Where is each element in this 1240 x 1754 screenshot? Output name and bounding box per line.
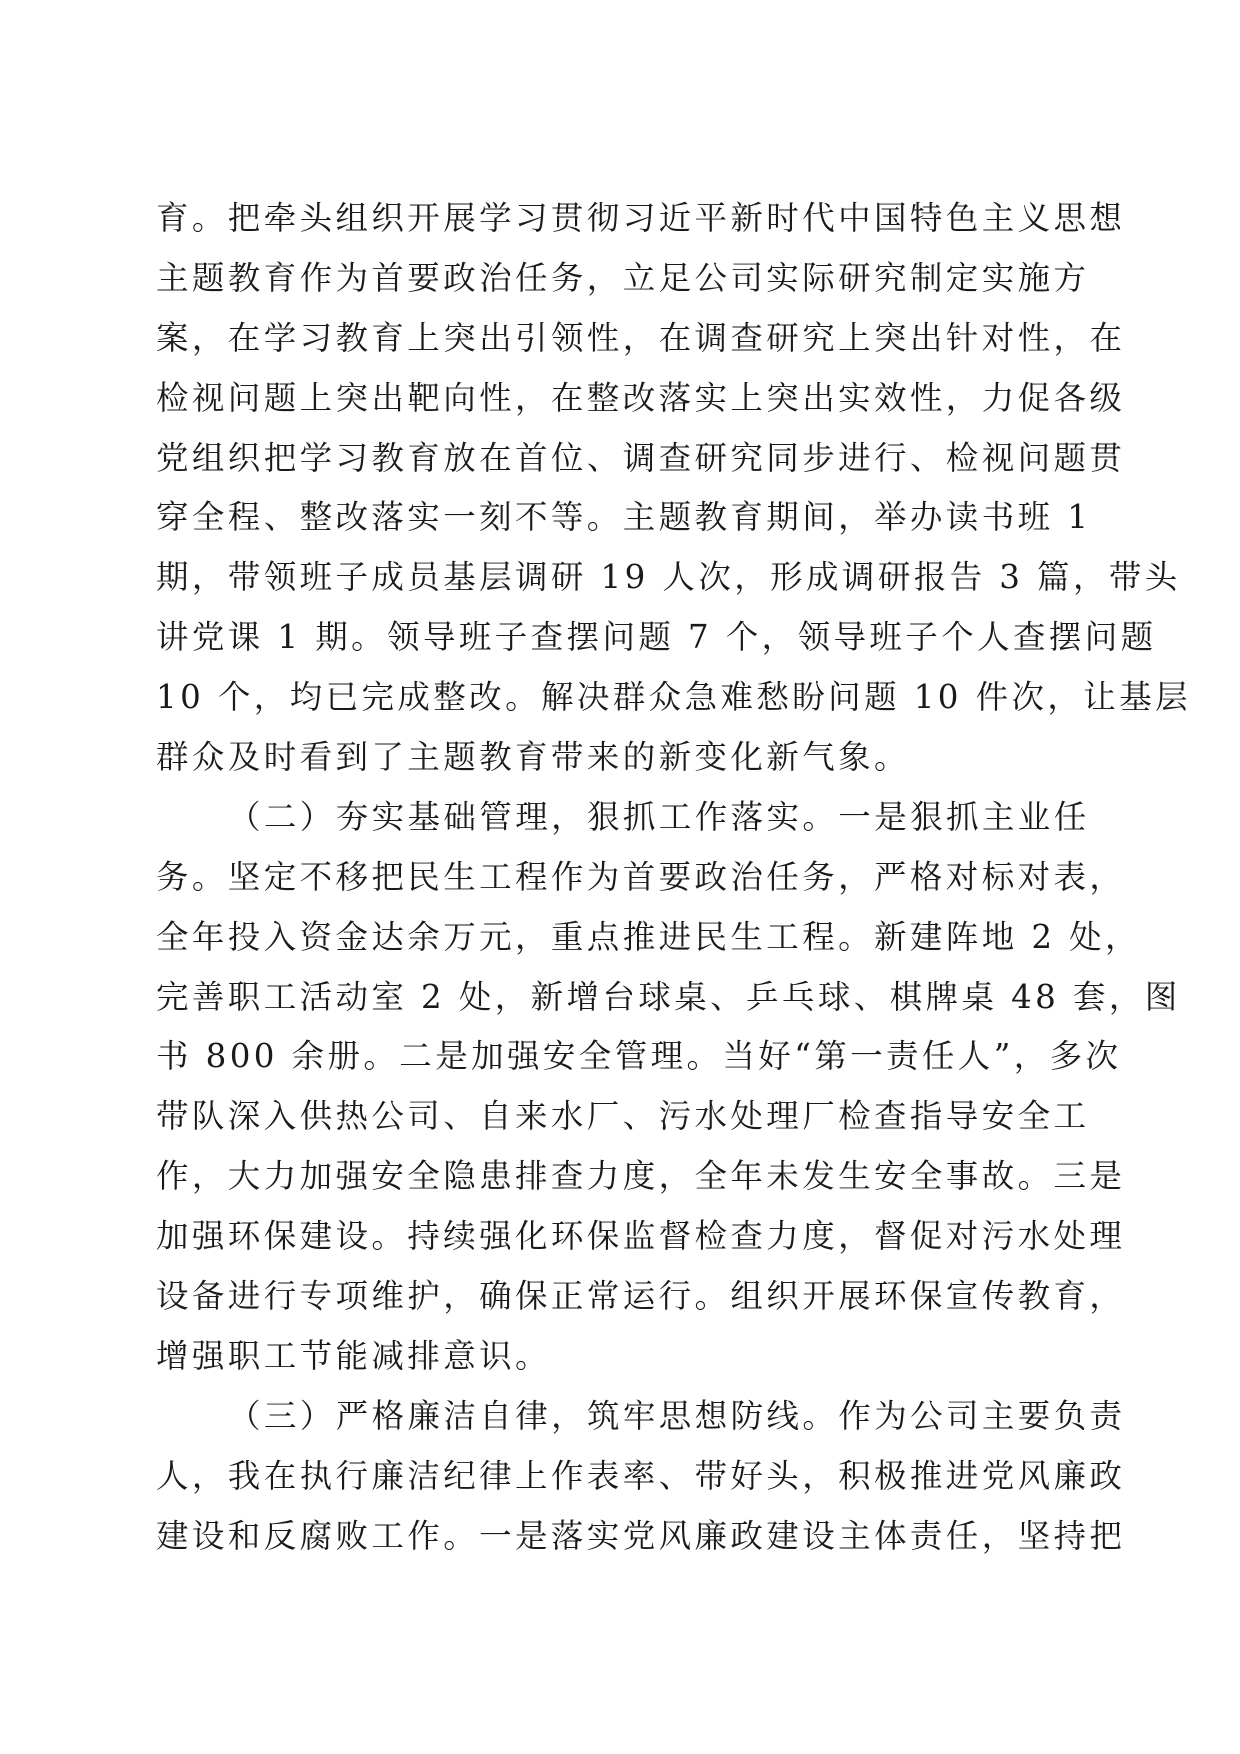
text-line: 全年投入资金达余万元，重点推进民生工程。新建阵地 2 处， [156, 917, 1141, 956]
paragraph-heading-line: （二）夯实基础管理，狠抓工作落实。一是狠抓主业任 [228, 797, 1090, 836]
text-line: 检视问题上突出靶向性，在整改落实上突出实效性，力促各级 [156, 378, 1126, 417]
paragraph-heading-line: （三）严格廉洁自律，筑牢思想防线。作为公司主要负责 [228, 1396, 1126, 1435]
text-line: 作，大力加强安全隐患排查力度，全年未发生安全事故。三是 [156, 1157, 1126, 1196]
body-text [156, 189, 1192, 1566]
text-line: 完善职工活动室 2 处，新增台球桌、乒乓球、棋牌桌 48 套，图 [156, 977, 1181, 1016]
text-line: 党组织把学习教育放在首位、调查研究同步进行、检视问题贯 [156, 438, 1126, 477]
text-line: 主题教育作为首要政治任务，立足公司实际研究制定实施方 [156, 258, 1090, 297]
text-line: 育。把牵头组织开展学习贯彻习近平新时代中国特色主义思想 [156, 199, 1126, 237]
text-line: 务。坚定不移把民生工程作为首要政治任务，严格对标对表， [156, 857, 1126, 896]
text-line: 增强职工节能减排意识。 [156, 1336, 551, 1375]
text-line: 期，带领班子成员基层调研 19 人次，形成调研报告 3 篇，带头 [156, 558, 1181, 597]
text-line: 建设和反腐败工作。一是落实党风廉政建设主体责任，坚持把 [156, 1516, 1126, 1555]
text-line: 加强环保建设。持续强化环保监督检查力度，督促对污水处理 [156, 1217, 1126, 1256]
text-line: 人，我在执行廉洁纪律上作表率、带好头，积极推进党风廉政 [156, 1456, 1126, 1495]
text-line: 群众及时看到了主题教育带来的新变化新气象。 [156, 738, 910, 777]
text-line: 10 个，均已完成整改。解决群众急难愁盼问题 10 件次，让基层 [156, 678, 1192, 717]
text-line: 书 800 余册。二是加强安全管理。当好“第一责任人”，多次 [156, 1037, 1122, 1076]
text-line: 带队深入供热公司、自来水厂、污水处理厂检查指导安全工 [156, 1097, 1090, 1136]
text-line: 穿全程、整改落实一刻不等。主题教育期间，举办读书班 1 [156, 498, 1092, 537]
text-line: 案，在学习教育上突出引领性，在调查研究上突出针对性，在 [156, 318, 1126, 357]
text-line: 设备进行专项维护，确保正常运行。组织开展环保宣传教育， [156, 1277, 1126, 1316]
text-line: 讲党课 1 期。领导班子查摆问题 7 个，领导班子个人查摆问题 [156, 618, 1157, 657]
